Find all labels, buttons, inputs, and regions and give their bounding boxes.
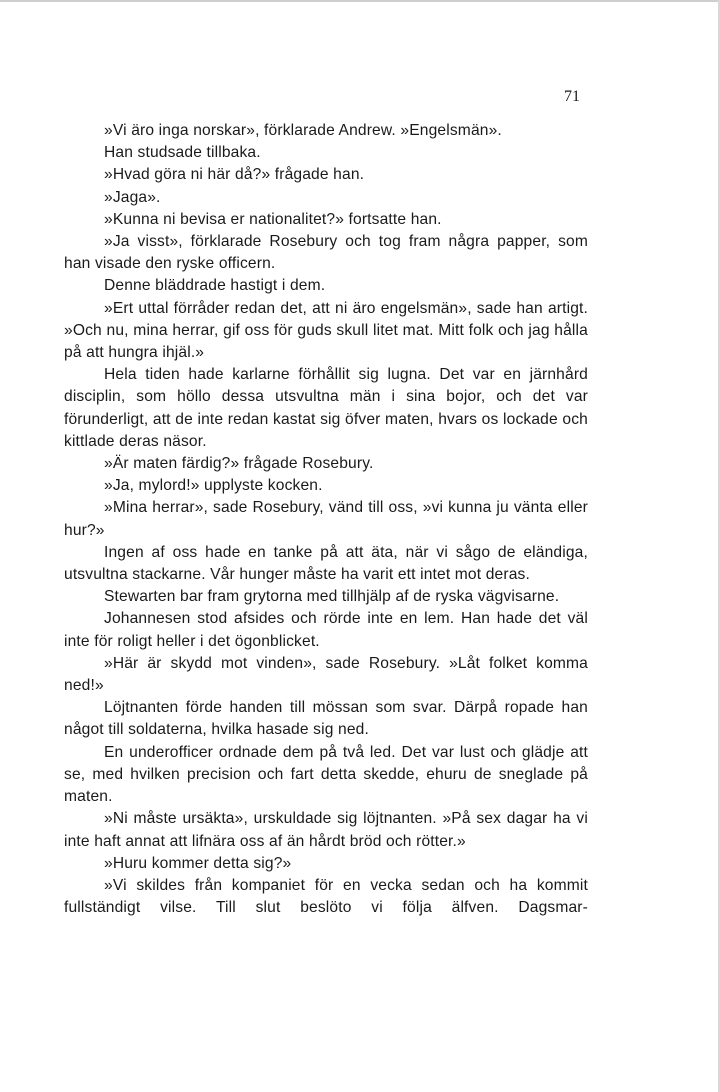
paragraph-3: »Hvad göra ni här då?» frågade han. <box>104 166 365 184</box>
paragraph-12: »Mina herrar», sade Rosebury, vänd till oss, »vi kunna ju vänta eller hur?» <box>64 499 588 539</box>
paragraph-2: Han studsade tillbaka. <box>104 144 261 162</box>
paragraph-4: »Jaga». <box>104 188 161 206</box>
paragraph-15: Johannesen stod afsides och rörde inte en lem. Han hade det väl inte för roligt heller i det ögonblicket. <box>64 610 588 650</box>
paragraph-8: »Ert uttal förråder redan det, att ni äro engelsmän», sade han artigt. »Och nu, mina herrar, gif oss för guds skull litet mat. Mitt folk och jag hålla på att hungra ihjäl.» <box>64 299 588 362</box>
paragraph-14: Stewarten bar fram grytorna med tillhjälp af de ryska vägvisarne. <box>104 588 560 606</box>
body-text <box>64 120 588 919</box>
paragraph-10: »Är maten färdig?» frågade Rosebury. <box>104 455 374 473</box>
paragraph-19: »Ni måste ursäkta», urskuldade sig löjtnanten. »På sex dagar ha vi inte haft annat att lifnära oss af än hårdt bröd och rötter.» <box>64 810 588 850</box>
paragraph-7: Denne bläddrade hastigt i dem. <box>104 277 326 295</box>
paragraph-9: Hela tiden hade karlarne förhållit sig lugna. Det var en järnhård disciplin, som höllo dessa utsvultna män i sina bojor, och det var förunderligt, att de inte redan kastat sig öfver maten, hvars os lockade och kittlade deras näsor. <box>64 366 588 450</box>
paragraph-13: Ingen af oss hade en tanke på att äta, när vi sågo de eländiga, utsvultna stackarne. Vår hunger måste ha varit ett intet mot deras. <box>64 543 588 584</box>
paragraph-5: »Kunna ni bevisa er nationalitet?» fortsatte han. <box>104 210 442 228</box>
scan-edge-top <box>0 0 720 2</box>
paragraph-1: »Vi äro inga norskar», förklarade Andrew. »Engelsmän». <box>104 122 502 139</box>
paragraph-11: »Ja, mylord!» upplyste kocken. <box>104 477 323 495</box>
paragraph-16: »Här är skydd mot vinden», sade Rosebury. »Låt folket komma ned!» <box>64 654 588 695</box>
paragraph-20: »Huru kommer detta sig?» <box>104 854 292 872</box>
paragraph-6: »Ja visst», förklarade Rosebury och tog fram några papper, som han visade den ryske officern. <box>64 233 588 273</box>
page-number: 71 <box>564 88 580 105</box>
paragraph-18: En underofficer ordnade dem på två led. Det var lust och glädje att se, med hvilken precision och fart detta skedde, ehuru de sneglade på maten. <box>64 743 588 806</box>
paragraph-21: »Vi skildes från kompaniet för en vecka sedan och ha kommit fullständigt vilse. Till slut beslöto vi följa älfven. Dagsmar- <box>64 876 588 917</box>
paragraph-17: Löjtnanten förde handen till mössan som svar. Därpå ropade han något till soldaterna, hvilka hasade sig ned. <box>64 699 588 739</box>
